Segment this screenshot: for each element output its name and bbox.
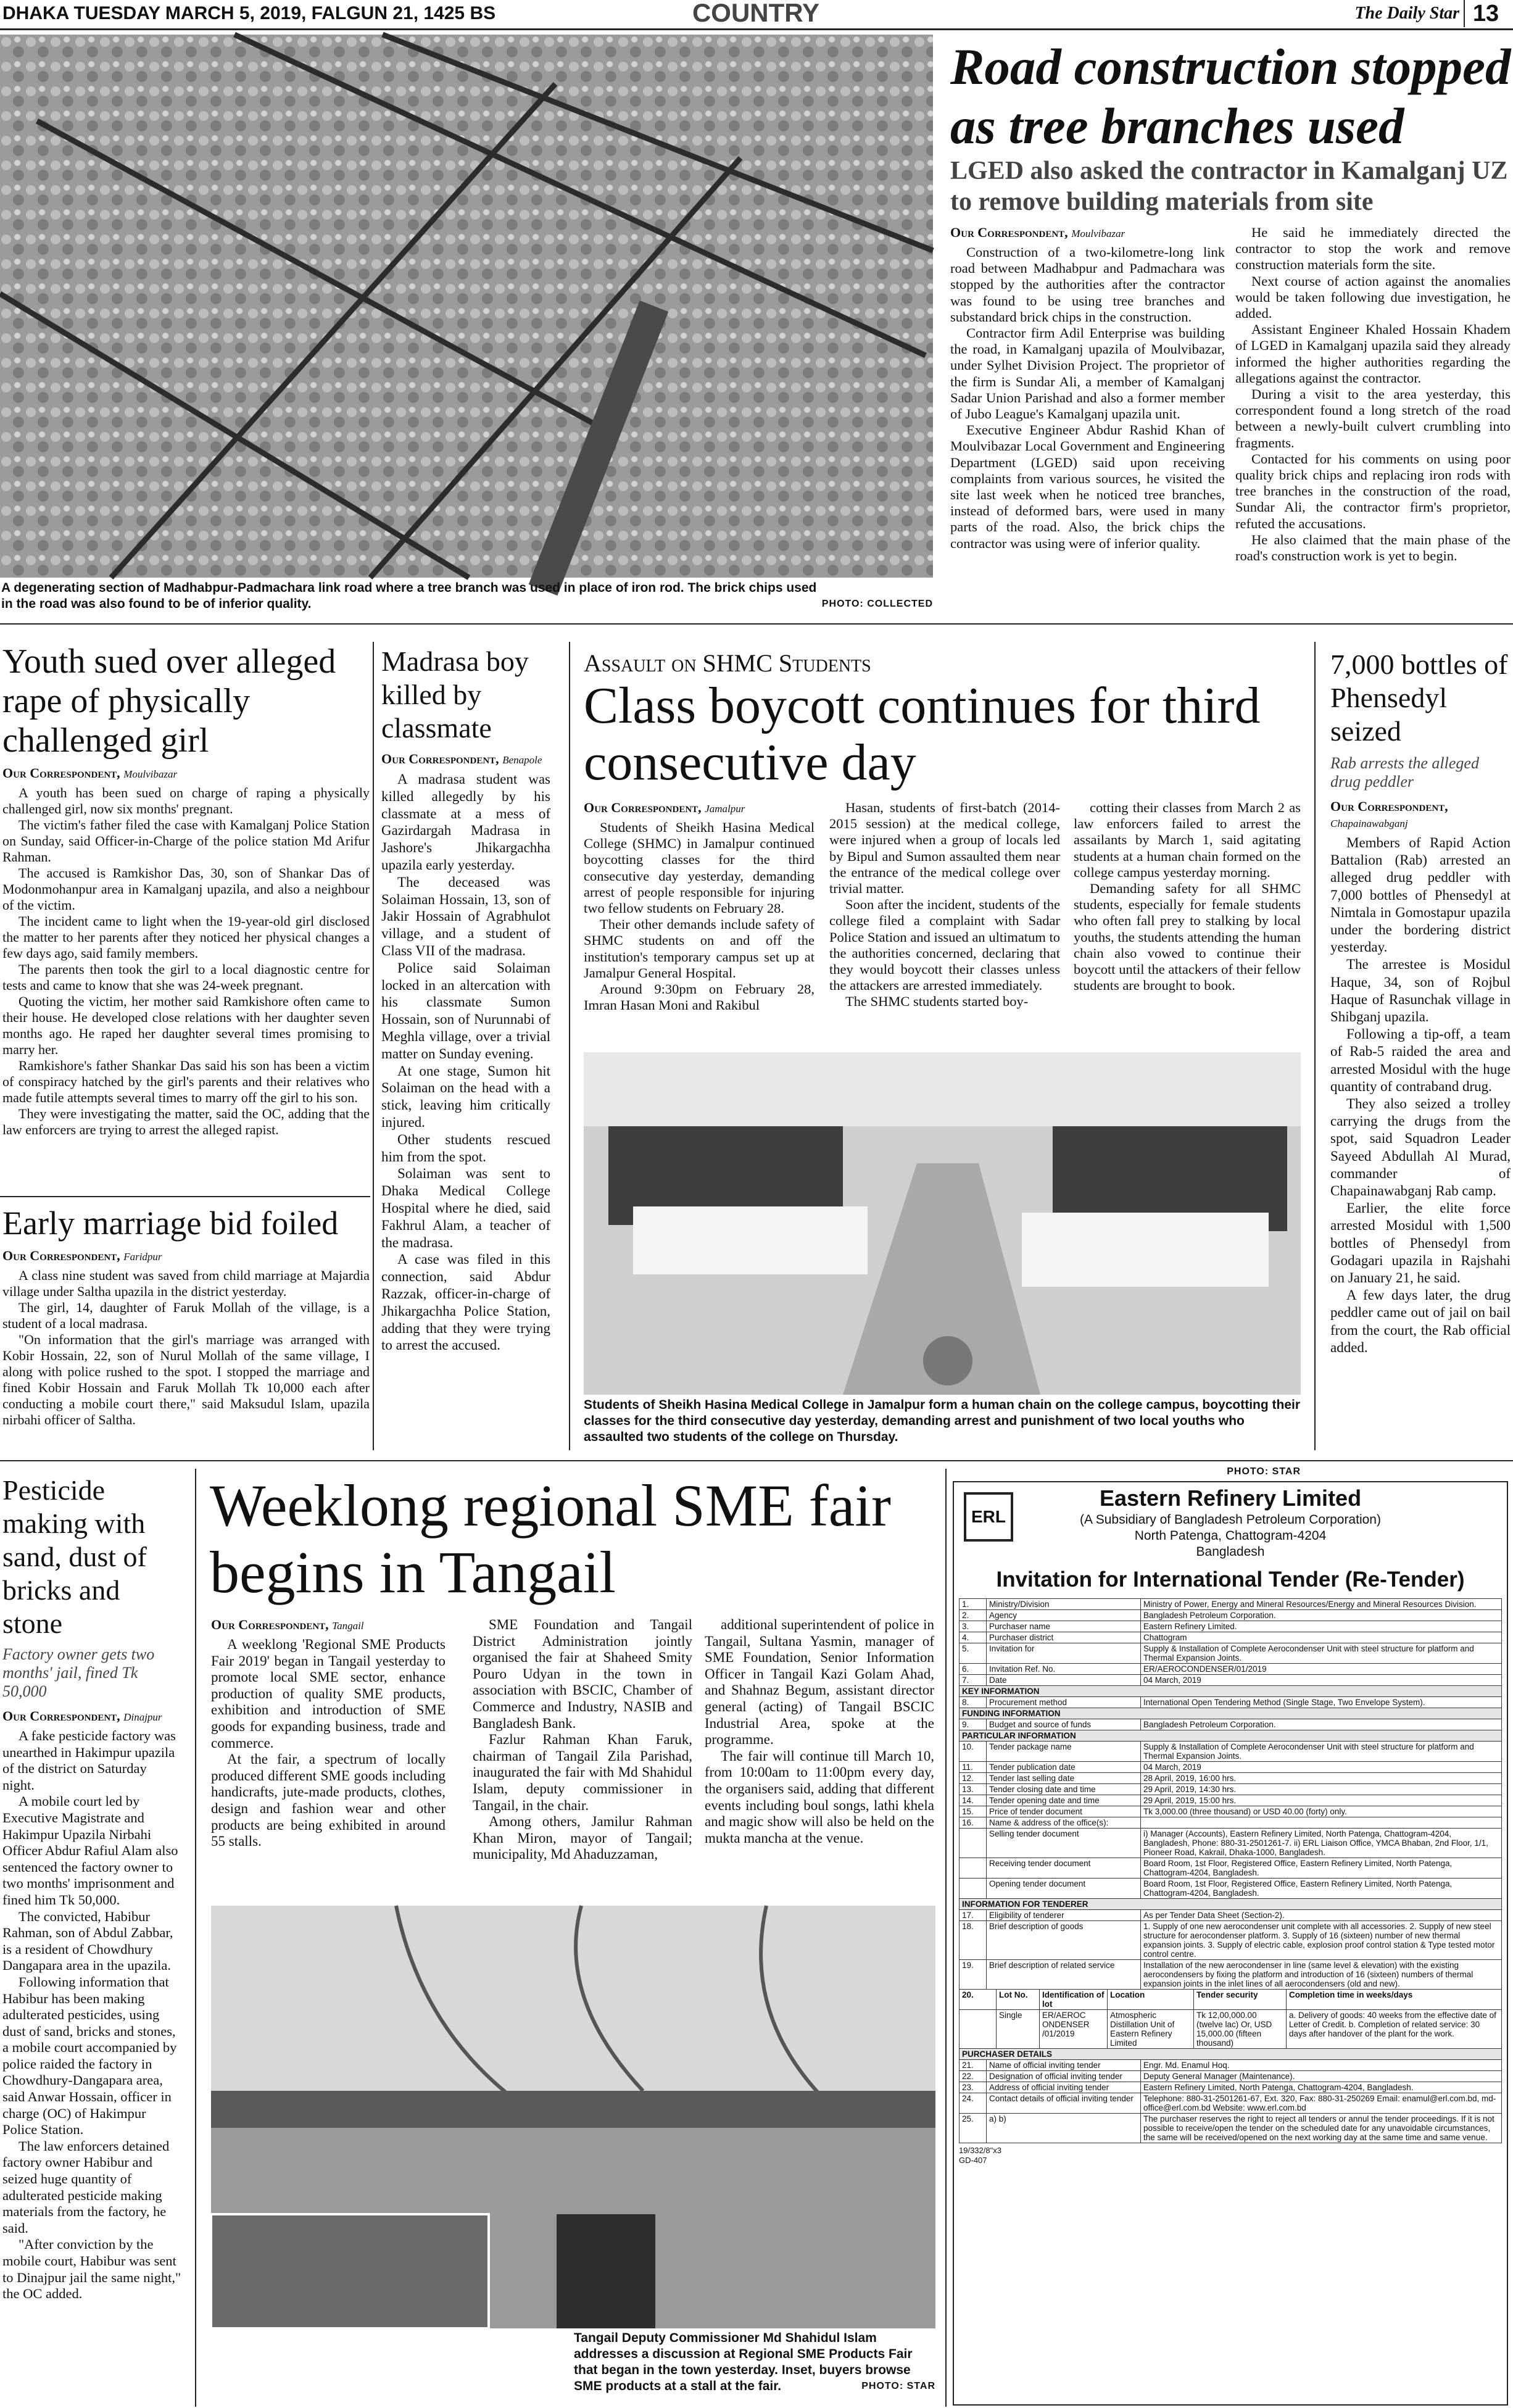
sme-body-2: SME Foundation and Tangail District Administration jointly organised the fair at Shaheed Smity Pouro Udyan in the town in association with BSCIC, Chamber of Commerce and Industry, NASIB and Bangladesh Bank. Fazlur Rahman Khan Faruk, chairman of Tangail Zila Parishad, inaugurated the fair with Md Shahidul Islam, deputy commissioner in Tangail, in the chair. Among others, Jamilur Rahman Khan Miron, mayor of Tangail; municipality, Md Ahaduzzaman, bbox=[473, 1617, 692, 1862]
tender-row-key: Tender closing date and time bbox=[987, 1784, 1141, 1795]
tender-section-label: INFORMATION FOR TENDERER bbox=[960, 1899, 1502, 1910]
tender-sub3: Bangladesh bbox=[1196, 1545, 1265, 1559]
tender-row-key: a) b) bbox=[987, 2114, 1141, 2143]
tender-row bbox=[960, 1599, 1502, 1610]
tender-row-key: Procurement method bbox=[987, 1697, 1141, 1708]
youth-body: A youth has been sued on charge of raping a physically challenged girl, now six months' pregnant. The victim's father filed the case with Kamalganj Police Station on Sunday, said Officer-in-Charge of the police station Md Arifur Rahman. The accused is Ramkishor Das, 30, son of Shankar Das of Modonmohanpur area in Kamalganj upazila, and also a neighbour of the victim. The incident came to light when the 19-year-old girl disclosed the matter to her parents after they noticed her physical changes a few days ago, said family members. The parents then took the girl to a local diagnostic centre for tests and came to know that she was 24-week pregnant. Quoting the victim, her mother said Ramkishore often came to their house. He developed close relations with her daughter seven months ago. He raped her daughter several times promising to marry her. Ramkishore's father Shankar Das said his son has been a victim of conspiracy hatched by the girl's parents and their relatives who made futile attempts several times to marry off the girl to his son. They were investigating the matter, said the OC, adding that the law enforcers are trying to arrest the alleged rapist. bbox=[2, 785, 370, 1137]
shmc-photo bbox=[584, 1052, 1301, 1395]
tender-section-label: KEY INFORMATION bbox=[960, 1686, 1502, 1697]
road-byline: Our Correspondent, Moulvibazar bbox=[950, 225, 1125, 240]
shmc-photo-caption: Students of Sheikh Hasina Medical College in Jamalpur form a human chain on the college campus, boycotting their classes for the third consecutive day yesterday, demanding arrest and punishment of two local youths who assaulted two students of the college on Thursday. PHOTO: STAR bbox=[584, 1397, 1301, 1453]
tender-row-key: Ministry/Division bbox=[987, 1599, 1141, 1610]
shmc-byline: Our Correspondent, Jamalpur bbox=[584, 800, 745, 815]
youth-byline: Our Correspondent, Moulvibazar bbox=[2, 765, 178, 781]
tender-row-number: 23. bbox=[960, 2082, 987, 2093]
phensedyl-headline: 7,000 bottles of Phensedyl seized bbox=[1330, 649, 1508, 747]
tender-row-value: Engr. Md. Enamul Hoq. bbox=[1141, 2060, 1502, 2071]
tender-row bbox=[960, 1795, 1502, 1806]
tender-row-value: Bangladesh Petroleum Corporation. bbox=[1141, 1719, 1502, 1730]
tender-row-key: Invitation Ref. No. bbox=[987, 1664, 1141, 1675]
marriage-byline: Our Correspondent, Faridpur bbox=[2, 1248, 162, 1263]
phensedyl-byline: Our Correspondent, Chapainawabganj bbox=[1330, 799, 1448, 829]
tender-row-number: 19. bbox=[960, 1960, 987, 1990]
sme-body-3: additional superintendent of police in Tangail, Sultana Yasmin, manager of SME Foundation, Senior Information Officer in Tangail Kazi Golam Ahad, and Shahnaz Begum, assistant director general (acting) of Tangail BSCIC Industrial Area, spoke at the programme. The fair will continue till March 10, from 10:00am to 11:00pm every day, the organisers said, adding that different events including boul songs, lathi khela and magic show will also be held on the mukta mancha at the venue. bbox=[705, 1617, 934, 1846]
tender-row-value: Eastern Refinery Limited. bbox=[1141, 1621, 1502, 1632]
tender-section-row bbox=[960, 1686, 1502, 1697]
masthead-rule bbox=[0, 28, 1513, 30]
madrasa-headline: Madrasa boy killed by classmate bbox=[381, 646, 529, 744]
rule-youth-marriage bbox=[0, 1196, 370, 1197]
marriage-story bbox=[2, 1203, 370, 1450]
tender-row-value: The purchaser reserves the right to reject all tenders or annul the tender proceedings. If it is not possible to receive/open the tender on the scheduled date for any unavoidable circumstances, the same will be received/opened on the next working day at the same time and same venue. bbox=[1141, 2114, 1502, 2143]
shmc-body-1: Students of Sheikh Hasina Medical College (SHMC) in Jamalpur continued boycotting classes for the third consecutive day yesterday, demanding arrest of people responsible for injuring two fellow students on February 28. Their other demands include safety of SHMC students on and off the institution's temporary campus set up at Jamalpur General Hospital. Around 9:30pm on February 28, Imran Hasan Moni and Rakibul bbox=[584, 820, 815, 1013]
tender-row-value: Supply & Installation of Complete Aerocondenser Unit with steel structure for platform and Thermal Expansion Joints. bbox=[1141, 1742, 1502, 1762]
phensedyl-body: Members of Rapid Action Battalion (Rab) arrested an alleged drug peddler with 7,000 bottles of Phensedyl at Nimtala in Gomostapur upazila under the bordering district yesterday. The arrestee is Mosidul Haque, 34, son of Rojbul Haque of Rasunchak village in Shibganj upazila. Following a tip-off, a team of Rab-5 raided the area and arrested Mosidul with the huge quantity of contraband drug. They also seized a trolley carrying the drugs from the spot, said Squadron Leader Sayeed Abdullah Al Murad, commander of Chapainawabganj Rab camp. Earlier, the elite force arrested Mosidul with 1,500 bottles of Phensedyl from Godagari upazila in Rajshahi on January 21, he said. A few days later, the drug peddler came out of jail on bail from the court, the Rab official added. bbox=[1330, 835, 1511, 1355]
tender-row-value: 04 March, 2019 bbox=[1141, 1675, 1502, 1686]
tender-footer-2: GD-407 bbox=[959, 2156, 987, 2165]
marriage-body: A class nine student was saved from child marriage at Majardia village under Saltha upazila in the district yesterday. The girl, 14, daughter of Faruk Mollah of the village, is a student of a local madrasa. "On information that the girl's marriage was arranged with Kobir Hossain, 22, son of Nurul Mollah of the same village, I along with police rushed to the spot. I stopped the marriage and fined Kobir Hossain and Faruk Mollah Tk 10,000 each after conducting a mobile court there," said Maksudul Islam, upazila nirbahi officer of Saltha. bbox=[2, 1268, 370, 1427]
tender-row-key: Designation of official inviting tender bbox=[987, 2071, 1141, 2082]
road-photo-credit: PHOTO: COLLECTED bbox=[821, 599, 933, 609]
tender-row-value: Bangladesh Petroleum Corporation. bbox=[1141, 1610, 1502, 1621]
sme-photo-art bbox=[211, 1906, 935, 2328]
tender-row bbox=[960, 1829, 1502, 1858]
tender-row-value: Chattogram bbox=[1141, 1632, 1502, 1643]
tender-row-number: 18. bbox=[960, 1921, 987, 1960]
tender-table-purchaser bbox=[959, 2048, 1502, 2143]
paper-name: The Daily Star bbox=[1354, 4, 1459, 23]
rule-col-a bbox=[373, 642, 374, 1450]
tender-row bbox=[960, 1858, 1502, 1879]
tender-row bbox=[960, 1621, 1502, 1632]
tender-row bbox=[960, 1742, 1502, 1762]
tender-section-row bbox=[960, 1899, 1502, 1910]
tender-row-key: Budget and source of funds bbox=[987, 1719, 1141, 1730]
tender-row-number: 7. bbox=[960, 1675, 987, 1686]
tender-row-value: Deputy General Manager (Maintenance). bbox=[1141, 2071, 1502, 2082]
tender-row-key: Tender opening date and time bbox=[987, 1795, 1141, 1806]
tender-row-value: ER/AEROCONDENSER/01/2019 bbox=[1141, 1664, 1502, 1675]
madrasa-body: A madrasa student was killed allegedly by his classmate at a mess of Gazirdargah Madrasa in Jashore's Jhikargachha upazila early yesterday. The deceased was Solaiman Hossain, 13, son of Jakir Hossain of Agrabhulot village, and a student of Class VII of the madrasa. Police said Solaiman locked in an altercation with his classmate Sumon Hossain, son of Nurunnabi of Meghla village, over a trivial matter on Sunday evening. At one stage, Sumon hit Solaiman on the head with a stick, leaving him critically injured. Other students rescued him from the spot. Solaiman was sent to Dhaka Medical College Hospital where he died, said Fakhrul Alam, a teacher of the madrasa. A case was filed in this connection, said Abdur Razzak, officer-in-charge of Jhikargachha Police Station, adding that they were trying to arrest the accused. bbox=[381, 771, 550, 1353]
tender-table bbox=[959, 1598, 1502, 1990]
section-label: COUNTRY bbox=[692, 0, 820, 27]
rule-top-section bbox=[0, 623, 1513, 625]
youth-story bbox=[2, 642, 370, 1197]
tender-title: Invitation for International Tender (Re-Tender) bbox=[996, 1567, 1465, 1592]
tender-row-key: Purchaser name bbox=[987, 1621, 1141, 1632]
tender-row-value: 29 April, 2019, 14:30 hrs. bbox=[1141, 1784, 1502, 1795]
tender-row-number: 11. bbox=[960, 1762, 987, 1773]
tender-row-value: 29 April, 2019, 15:00 hrs. bbox=[1141, 1795, 1502, 1806]
madrasa-story bbox=[381, 645, 550, 1453]
sme-headline: Weeklong regional SME fair begins in Tangail bbox=[210, 1472, 891, 1605]
tender-row bbox=[960, 1610, 1502, 1621]
tender-row-number: 25. bbox=[960, 2114, 987, 2143]
tender-row-number: 16. bbox=[960, 1817, 987, 1829]
tender-row-value: As per Tender Data Sheet (Section-2). bbox=[1141, 1910, 1502, 1921]
tender-row-value: Telephone: 880-31-2501261-67, Ext. 320, Fax: 880-31-250269 Email: enamul@erl.com.bd, md-office@erl.com.bd Website: www.erl.com.bd bbox=[1141, 2093, 1502, 2114]
shmc-kicker: Assault on SHMC Students bbox=[584, 649, 871, 677]
tender-row-number: 6. bbox=[960, 1664, 987, 1675]
tender-row-number: 17. bbox=[960, 1910, 987, 1921]
tender-row-key: Brief description of goods bbox=[987, 1921, 1141, 1960]
tender-row-number: 13. bbox=[960, 1784, 987, 1795]
tender-row-value: 1. Supply of one new aerocondenser unit complete with all accessories. 2. Supply of new steel structure for aerocondenser platform. 3. Supply of 16 (sixteen) number of new thermal expansion joints. 3. Supply of electric cable, explosion proof control station & Type tested motor control centre. bbox=[1141, 1921, 1502, 1960]
road-headline: Road construction stopped as tree branches used bbox=[950, 38, 1511, 154]
tender-section-label: PARTICULAR INFORMATION bbox=[960, 1730, 1502, 1742]
tender-sub1: (A Subsidiary of Bangladesh Petroleum Corporation) bbox=[1080, 1513, 1381, 1527]
pesticide-byline: Our Correspondent, Dinajpur bbox=[2, 1708, 162, 1724]
tender-row-key: Purchaser district bbox=[987, 1632, 1141, 1643]
tender-row bbox=[960, 1960, 1502, 1990]
tender-row-number: 22. bbox=[960, 2071, 987, 2082]
tender-lot-table bbox=[959, 1989, 1502, 2049]
shmc-photo-credit: PHOTO: STAR bbox=[1227, 1466, 1301, 1477]
tender-footer-1: 19/332/8"x3 bbox=[959, 2146, 1001, 2155]
tender-row-number: 3. bbox=[960, 1621, 987, 1632]
tender-row-value: i) Manager (Accounts), Eastern Refinery Limited, North Patenga, Chattogram-4204, Bangladesh, Phone: 880-31-2501261-7. ii) ERL Liaison Office, YMCA Bhaban, 2nd Floor, 1/1, Pioneer Road, Kakrail, Dhaka-1000, Bangladesh. bbox=[1141, 1829, 1502, 1858]
tender-row-value: Tk 3,000.00 (three thousand) or USD 40.00 (forty) only. bbox=[1141, 1806, 1502, 1817]
tender-row-value: Ministry of Power, Energy and Mineral Resources/Energy and Mineral Resources Division. bbox=[1141, 1599, 1502, 1610]
tender-row-number bbox=[960, 1829, 987, 1858]
shmc-body-2: Hasan, students of first-batch (2014-2015 session) at the medical college, were injured when a group of locals led by Bipul and Sumon assaulted them near the entrance of the medical college over trivial matter. Soon after the incident, students of the college filed a complaint with Sadar Police Station and issued an ultimatum to the authorities concerned, declaring that they would boycott their classes unless the attackers are arrested immediately. The SHMC students started boy- bbox=[829, 800, 1060, 1010]
tender-row-number: 2. bbox=[960, 1610, 987, 1621]
tender-row-number: 24. bbox=[960, 2093, 987, 2114]
tender-row bbox=[960, 2082, 1502, 2093]
tender-row-number: 15. bbox=[960, 1806, 987, 1817]
tender-row bbox=[960, 1697, 1502, 1708]
tender-row bbox=[960, 1921, 1502, 1960]
sme-photo-caption: Tangail Deputy Commissioner Md Shahidul Islam addresses a discussion at Regional SME Products Fair that began in the town yesterday. Inset, buyers browse SME products at a stall at the fair. PHOTO: STAR bbox=[574, 2331, 935, 2393]
shmc-body-3: cotting their classes from March 2 as law enforcers failed to arrest the assailants by March 1, said agitating students at a human chain formed on the college campus yesterday morning. Demanding safety for all SHMC students, especially for female students who often fall prey to stalking by local youths, the students attending the human chain also vowed to continue their boycott until the attackers of their fellow students are brought to book. bbox=[1074, 800, 1301, 994]
marriage-headline: Early marriage bid foiled bbox=[2, 1205, 339, 1242]
shmc-col-1 bbox=[584, 800, 815, 1047]
tender-row-number: 10. bbox=[960, 1742, 987, 1762]
tender-row bbox=[960, 1773, 1502, 1784]
tender-row-value: 04 March, 2019 bbox=[1141, 1762, 1502, 1773]
sme-byline: Our Correspondent, Tangail bbox=[211, 1617, 364, 1632]
tender-section-row: PURCHASER DETAILS bbox=[960, 2049, 1502, 2060]
youth-headline: Youth sued over alleged rape of physically challenged girl bbox=[2, 642, 336, 760]
tender-row bbox=[960, 1719, 1502, 1730]
tender-row-value bbox=[1141, 1817, 1502, 1829]
road-photo-art bbox=[0, 35, 933, 578]
tender-row bbox=[960, 1664, 1502, 1675]
tender-row-key: Tender last selling date bbox=[987, 1773, 1141, 1784]
sme-photo-credit: PHOTO: STAR bbox=[861, 2381, 935, 2391]
tender-row bbox=[960, 2114, 1502, 2143]
rule-middle-section bbox=[0, 1460, 1513, 1461]
tender-row-key: Tender publication date bbox=[987, 1762, 1141, 1773]
tender-row-key: Tender package name bbox=[987, 1742, 1141, 1762]
tender-row-value: Board Room, 1st Floor, Registered Office, Eastern Refinery Limited, North Patenga, Chattogram-4204, Bangladesh. bbox=[1141, 1879, 1502, 1899]
sme-photo bbox=[211, 1906, 935, 2328]
tender-row-value: Eastern Refinery Limited, North Patenga, Chattogram-4204, Bangladesh. bbox=[1141, 2082, 1502, 2093]
tender-row bbox=[960, 1806, 1502, 1817]
madrasa-byline: Our Correspondent, Benapole bbox=[381, 751, 542, 766]
tender-row-key: Selling tender document bbox=[987, 1829, 1141, 1858]
sme-col-1 bbox=[211, 1617, 446, 1913]
tender-row bbox=[960, 1784, 1502, 1795]
tender-section-row bbox=[960, 1708, 1502, 1719]
tender-sub2: North Patenga, Chattogram-4204 bbox=[1134, 1529, 1327, 1543]
pesticide-story bbox=[2, 1474, 181, 2408]
rule-col-c bbox=[1314, 642, 1316, 1450]
rule-col-d bbox=[195, 1469, 196, 2407]
tender-row-value: 28 April, 2019, 16:00 hrs. bbox=[1141, 1773, 1502, 1784]
road-body-2: He said he immediately directed the contractor to stop the work and remove construction materials form the site. Next course of action against the anomalies would be taken following due investigation, he added. Assistant Engineer Khaled Hossain Khadem of LGED in Kamalganj upazila said they already informed the higher authorities regarding the allegations against the contractor. During a visit to the area yesterday, this correspondent found a long stretch of the road between a newly-built culvert crumbling into fragments. Contacted for his comments on using poor quality brick chips and replacing iron rods with tree branches in the construction of the road, Sundar Ali, the contractor firm's proprietor, refuted the accusations. He also claimed that the main phase of the road's construction work is yet to begin. bbox=[1235, 225, 1511, 564]
tender-logo: ERL bbox=[964, 1492, 1013, 1542]
road-photo-caption: PHOTO: COLLECTED A degenerating section of Madhabpur-Padmachara link road where a tree branch was used in place of iron rod. The brick chips used in the road was also found to be of inferior quality. bbox=[1, 581, 933, 611]
shmc-photo-art bbox=[584, 1052, 1301, 1395]
pesticide-headline: Pesticide making with sand, dust of bricks and stone bbox=[2, 1474, 147, 1639]
rule-col-b bbox=[569, 642, 570, 1450]
pesticide-body: A fake pesticide factory was unearthed in Hakimpur upazila of the district on Saturday night. A mobile court led by Executive Magistrate and Hakimpur Upazila Nirbahi Officer Abdur Rafiul Alam also sentenced the factory owner to two months' imprisonment and fined him Tk 50,000. The convicted, Habibur Rahman, son of Abdul Zabbar, is a resident of Chowdhury Dangapara area in the upazila. Following information that Habibur has been making adulterated pesticides, using dust of sand, bricks and stones, a mobile court accompanied by police raided the factory in Chowdhury-Dangapara area, said Anwar Hossain, officer in charge (OC) of Hakimpur Police Station. The law enforcers detained factory owner Habibur and seized huge quantity of adulterated pesticide making materials from the factory, he said. "After conviction by the mobile court, Habibur was sent to Dinajpur jail the same night," the OC added. bbox=[2, 1728, 181, 2302]
shmc-headline: Class boycott continues for third consecutive day bbox=[584, 677, 1261, 791]
road-photo bbox=[0, 35, 933, 578]
tender-row-number bbox=[960, 1858, 987, 1879]
tender-row-number bbox=[960, 1879, 987, 1899]
tender-row-value: Supply & Installation of Complete Aerocondenser Unit with steel structure for platform and Thermal Expansion Joints. bbox=[1141, 1643, 1502, 1664]
tender-row-key: Date bbox=[987, 1675, 1141, 1686]
tender-row bbox=[960, 1910, 1502, 1921]
tender-row-key: Brief description of related service bbox=[987, 1960, 1141, 1990]
tender-row-value: Installation of the new aerocondenser in line (same level & elevation) with the existing aerocondensers by fixing the platform and introduction of 16 (sixteen) numbers of thermal expansion joints in the inlet lines of all aerocondensers (old and new). bbox=[1141, 1960, 1502, 1990]
tender-row-value: International Open Tendering Method (Single Stage, Two Envelope System). bbox=[1141, 1697, 1502, 1708]
dateline: DHAKA TUESDAY MARCH 5, 2019, FALGUN 21, 1425 BS bbox=[2, 3, 496, 23]
tender-row-number: 8. bbox=[960, 1697, 987, 1708]
rule-col-e bbox=[945, 1469, 947, 2407]
phensedyl-subhead: Rab arrests the alleged drug peddler bbox=[1330, 754, 1479, 791]
tender-row-key: Address of official inviting tender bbox=[987, 2082, 1141, 2093]
road-body-1: Construction of a two-kilometre-long link road between Madhabpur and Padmachara was stopped by the authorities after the contractor was found to be using tree branches and substandard brick chips in the construction. Contractor firm Adil Enterprise was building the road, in Kamalganj upazila of Moulvibazar, under Sylhet Division Project. The proprietor of the firm is Sundar Ali, a member of Kamalganj Sadar Union Parishad and also a former member of Jubo League's Kamalganj upazila unit. Executive Engineer Abdur Rashid Khan of Moulvibazar Local Government and Engineering Department (LGED) said upon receiving complaints from various sources, he visited the site last week when he noticed tree branches, instead of deformed bars, were used in many parts of the road. Also, the brick chips the contractor was using were of inferior quality. bbox=[950, 244, 1225, 551]
tender-row bbox=[960, 2093, 1502, 2114]
tender-row-key: Name & address of the office(s): bbox=[987, 1817, 1141, 1829]
tender-row-key: Receiving tender document bbox=[987, 1858, 1141, 1879]
tender-header bbox=[959, 1486, 1502, 1566]
tender-row-value: Board Room, 1st Floor, Registered Office, Eastern Refinery Limited, North Patenga, Chattogram-4204, Bangladesh. bbox=[1141, 1858, 1502, 1879]
phensedyl-story bbox=[1330, 648, 1511, 1456]
tender-row-key: Opening tender document bbox=[987, 1879, 1141, 1899]
tender-section-row bbox=[960, 1730, 1502, 1742]
road-col-1 bbox=[950, 225, 1225, 620]
tender-row bbox=[960, 2060, 1502, 2071]
tender-section-label: FUNDING INFORMATION bbox=[960, 1708, 1502, 1719]
tender-row bbox=[960, 1817, 1502, 1829]
sme-body-1: A weeklong 'Regional SME Products Fair 2019' began in Tangail yesterday to promote local SME sector, enhance production of quality SME products, exhibition and introduction of SME goods for expanding business, trade and commerce. At the fair, a spectrum of locally produced different SME goods including handicrafts, jute-made products, clothes, design and fashion wear and other products are being exhibited in around 55 stalls. bbox=[211, 1637, 446, 1850]
tender-ad bbox=[953, 1481, 1508, 2406]
tender-row-key: Name of official inviting tender bbox=[987, 2060, 1141, 2071]
tender-row-key: Eligibility of tenderer bbox=[987, 1910, 1141, 1921]
road-subhead: LGED also asked the contractor in Kamalganj UZ to remove building materials from site bbox=[950, 157, 1508, 216]
tender-row bbox=[960, 1675, 1502, 1686]
tender-row bbox=[960, 2071, 1502, 2082]
tender-row-number: 14. bbox=[960, 1795, 987, 1806]
tender-row-number: 4. bbox=[960, 1632, 987, 1643]
tender-row-key: Contact details of official inviting tender bbox=[987, 2093, 1141, 2114]
tender-row-key: Agency bbox=[987, 1610, 1141, 1621]
tender-row bbox=[960, 1762, 1502, 1773]
tender-row-number: 9. bbox=[960, 1719, 987, 1730]
tender-row bbox=[960, 1632, 1502, 1643]
tender-lot-header: 20. Lot No. Identification of lot Location Tender security Completion time in weeks/days bbox=[960, 1990, 1502, 2010]
pesticide-subhead: Factory owner gets two months' jail, fined Tk 50,000 bbox=[2, 1645, 155, 1700]
tender-row-key: Price of tender document bbox=[987, 1806, 1141, 1817]
tender-row bbox=[960, 1879, 1502, 1899]
tender-row-number: 5. bbox=[960, 1643, 987, 1664]
page-number: 13 bbox=[1464, 0, 1507, 27]
tender-company: Eastern Refinery Limited bbox=[1099, 1485, 1362, 1511]
tender-row-number: 1. bbox=[960, 1599, 987, 1610]
tender-row bbox=[960, 1643, 1502, 1664]
tender-lot-row: Single ER/AEROC ONDENSER /01/2019 Atmospheric Distillation Unit of Eastern Refinery Limited Tk 12,00,000.00 (twelve lac) Or, USD 15,000.00 (fifteen thousand) a. Delivery of goods: 40 weeks from the effective date of Letter of Credit. b. Completion of related service: 30 days after handover of the plant for the work. bbox=[960, 2010, 1502, 2049]
tender-row-key: Invitation for bbox=[987, 1643, 1141, 1664]
tender-row-number: 21. bbox=[960, 2060, 987, 2071]
tender-row-number: 12. bbox=[960, 1773, 987, 1784]
